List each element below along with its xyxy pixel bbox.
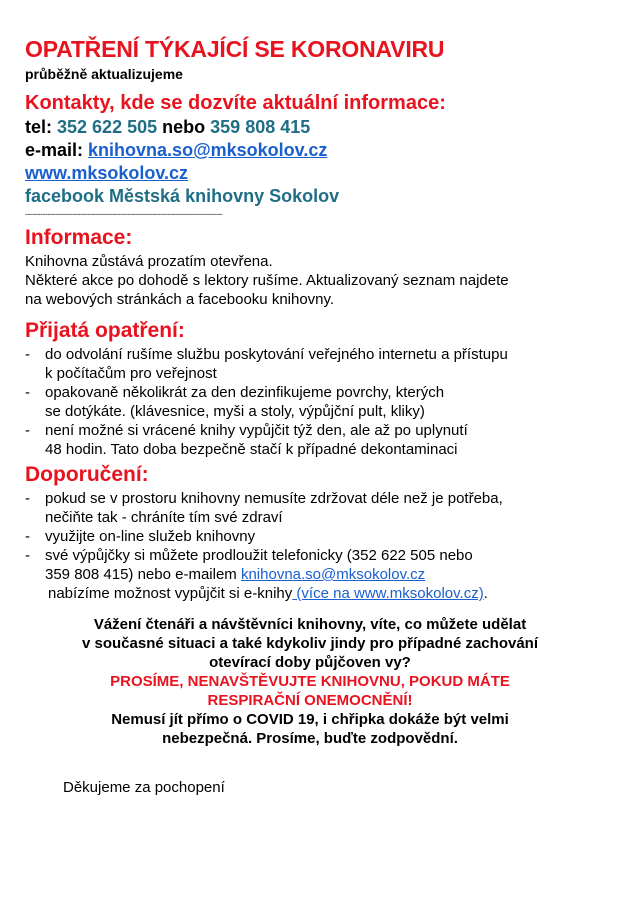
closing-line-4: Nemusí jít přímo o COVID 19, i chřipka dokáže být velmi	[111, 711, 509, 728]
phone-line	[25, 116, 625, 139]
contacts-heading: Kontakty, kde se dozvíte aktuální informace:	[25, 92, 446, 114]
recommendations-list	[25, 489, 625, 603]
warning-line-1: PROSÍME, NENAVŠTĚVUJTE KNIHOVNU, POKUD MÁTE	[110, 673, 510, 690]
phone-number-2[interactable]: 359 808 415	[210, 117, 311, 137]
list-item-text: není možné si vrácené knihy vypůjčit týž den, ale až po uplynutí	[45, 422, 468, 439]
list-item-text: využijte on-line služeb knihovny	[45, 528, 256, 545]
list-item	[25, 421, 625, 440]
facebook-line: facebook Městská knihovny Sokolov	[25, 186, 340, 206]
warning-line-2: RESPIRAČNÍ ONEMOCNĚNÍ!	[207, 692, 413, 709]
ebook-end: .	[483, 585, 488, 602]
list-item-continuation: 48 hodin. Tato doba bezpečně stačí k případné dekontaminaci	[45, 441, 458, 458]
ebook-line	[25, 584, 625, 603]
info-line-1: Knihovna zůstává prozatím otevřena.	[25, 253, 273, 270]
list-item-text: do odvolání rušíme službu poskytování veřejného internetu a přístupu	[45, 346, 508, 363]
list-bullet: -	[25, 384, 30, 401]
list-item	[25, 546, 625, 565]
ebook-link[interactable]: (více na www.mksokolov.cz)	[292, 585, 484, 602]
list-bullet: -	[25, 547, 30, 564]
phone-connector: nebo	[162, 117, 206, 137]
closing-appeal	[25, 615, 595, 748]
page-title: OPATŘENÍ TÝKAJÍCÍ SE KORONAVIRU	[25, 36, 445, 62]
list-item-text: opakovaně několikrát za den dezinfikujeme povrchy, kterých	[45, 384, 445, 401]
info-line-3: na webových stránkách a facebooku knihovny.	[25, 291, 335, 308]
measures-list	[25, 345, 625, 459]
email-line	[25, 139, 625, 162]
list-bullet: -	[25, 346, 30, 363]
email-link[interactable]: knihovna.so@mksokolov.cz	[88, 140, 328, 160]
phone-label: tel:	[25, 117, 52, 137]
thanks-text: Děkujeme za pochopení	[63, 779, 225, 796]
list-item-text: pokud se v prostoru knihovny nemusíte zdržovat déle než je potřeba,	[45, 490, 503, 507]
list-item-text: své výpůjčky si můžete prodloužit telefonicky (352 622 505 nebo	[45, 547, 473, 564]
list-item-continuation: nečiňte tak - chráníte tím své zdraví	[45, 509, 283, 526]
list-bullet: -	[25, 528, 30, 545]
notice-page	[25, 34, 625, 797]
ebook-text: nabízíme možnost vypůjčit si e-knihy	[48, 585, 293, 602]
closing-line-2: v současné situaci a také kdykoliv jindy pro případné zachování	[82, 635, 538, 652]
closing-line-1: Vážení čtenáři a návštěvníci knihovny, víte, co můžete udělat	[93, 616, 527, 633]
list-item	[25, 383, 625, 402]
website-line	[25, 162, 625, 185]
list-bullet: -	[25, 422, 30, 439]
renewal-text: 359 808 415) nebo e-mailem	[45, 566, 237, 583]
list-bullet: -	[25, 490, 30, 507]
closing-line-3: otevírací doby půjčoven vy?	[209, 654, 411, 671]
measures-heading: Přijatá opatření:	[25, 319, 185, 342]
divider: -------------------------------------------------------------------------------	[25, 209, 223, 219]
info-line-2: Některé akce po dohodě s lektory rušíme. Aktualizovaný seznam najdete	[25, 272, 509, 289]
list-item-continuation: se dotýkáte. (klávesnice, myši a stoly, výpůjční pult, kliky)	[45, 403, 425, 420]
info-heading: Informace:	[25, 226, 133, 249]
list-item-continuation: k počítačům pro veřejnost	[45, 365, 217, 382]
list-item-continuation	[25, 565, 625, 584]
phone-number-1[interactable]: 352 622 505	[57, 117, 158, 137]
list-item	[25, 345, 625, 364]
list-item	[25, 489, 625, 508]
list-item	[25, 527, 625, 546]
recommendations-heading: Doporučení:	[25, 463, 149, 486]
page-subtitle: průběžně aktualizujeme	[25, 66, 183, 82]
email-label: e-mail:	[25, 140, 84, 160]
closing-line-5: nebezpečná. Prosíme, buďte zodpovědní.	[162, 730, 458, 747]
website-link[interactable]: www.mksokolov.cz	[25, 163, 189, 183]
renewal-email-link[interactable]: knihovna.so@mksokolov.cz	[240, 566, 426, 583]
